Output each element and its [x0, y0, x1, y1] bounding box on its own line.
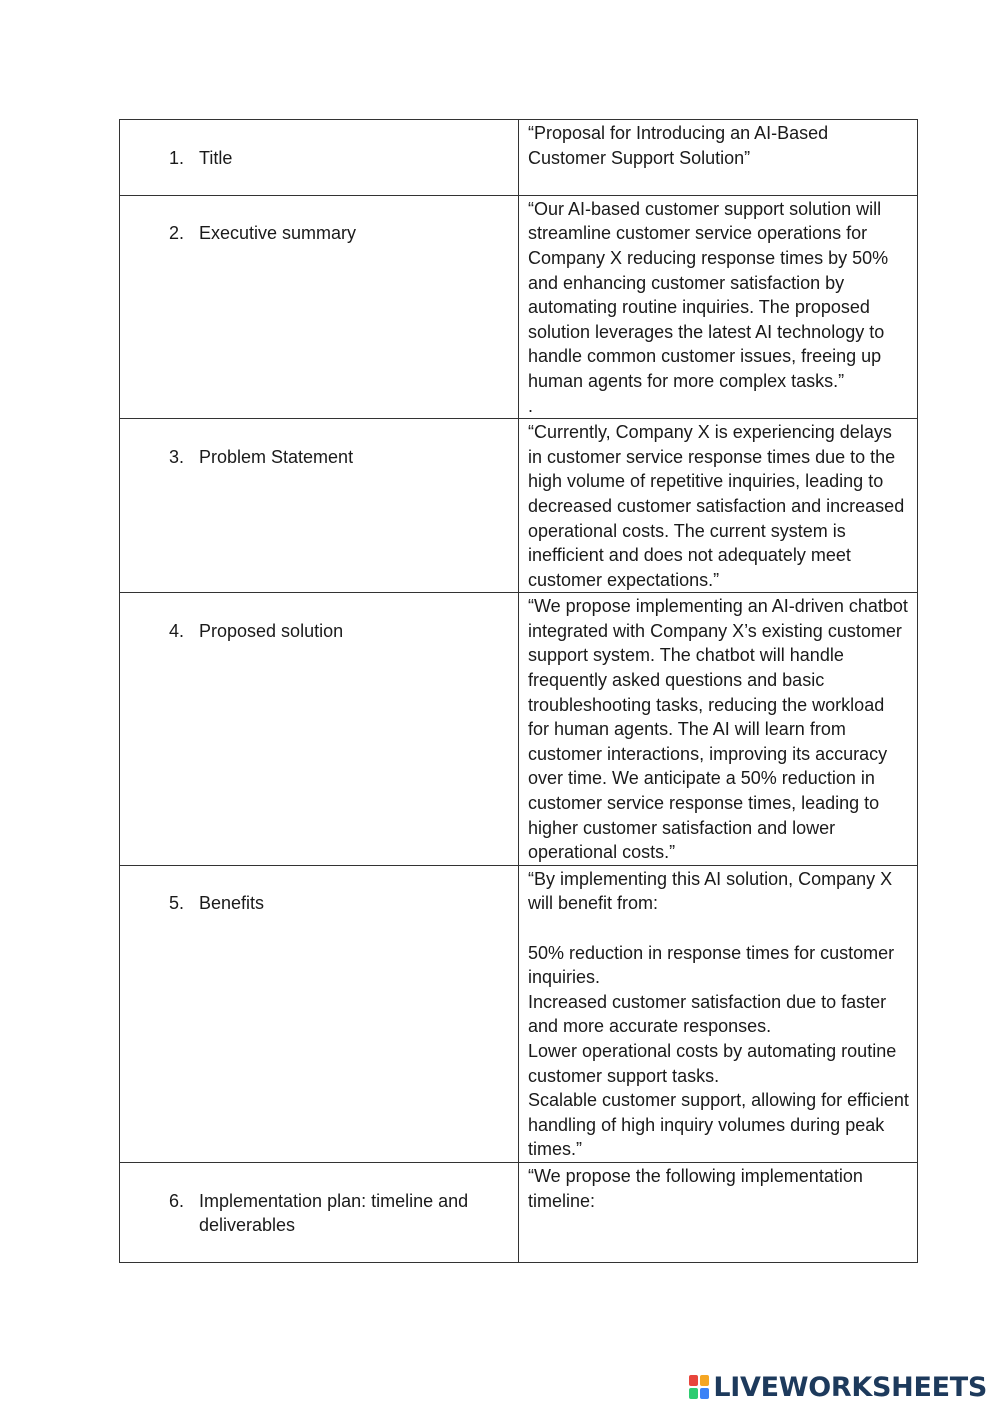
row-content: “We propose the following implementation timeline:	[519, 1162, 918, 1262]
table-row	[120, 593, 918, 866]
row-label-cell	[120, 120, 519, 196]
row-content: “We propose implementing an AI-driven chatbot integrated with Company X’s existing customer support system. The chatbot will handle frequently asked questions and basic troubleshooting tasks, reducing the workload for human agents. The AI will learn from customer interactions, improving its accuracy over time. We anticipate a 50% reduction in customer service response times, leading to higher customer satisfaction and lower operational costs.”	[519, 593, 918, 866]
row-label: Executive summary	[199, 223, 357, 244]
row-content: “Proposal for Introducing an AI-Based Customer Support Solution”	[519, 120, 918, 196]
table-row	[120, 419, 918, 593]
row-label: Implementation plan: timeline and deliverables	[199, 1190, 469, 1236]
row-content: “Currently, Company X is experiencing delays in customer service response times due to the high volume of repetitive inquiries, leading to decreased customer satisfaction and increased operational costs. The current system is inefficient and does not adequately meet customer expectations.”	[519, 419, 918, 593]
row-label: Benefits	[199, 893, 265, 914]
table-row	[120, 120, 918, 196]
logo-tile	[689, 1388, 698, 1399]
row-content: “Our AI-based customer support solution will streamline customer service operations for Company X reducing response times by 50% and enhancing customer satisfaction by automating routine inquiries. The proposed solution leverages the latest AI technology to handle common customer issues, freeing up human agents for more complex tasks.” .	[519, 195, 918, 418]
row-label: Proposed solution	[199, 620, 344, 641]
row-number: 2.	[168, 223, 184, 244]
row-number: 5.	[168, 893, 184, 914]
table-row	[120, 865, 918, 1162]
logo-tile	[689, 1375, 698, 1386]
row-label-cell	[120, 419, 519, 593]
row-label-cell	[120, 865, 519, 1162]
liveworksheets-logo-icon	[689, 1375, 709, 1399]
logo-tile	[700, 1375, 709, 1386]
row-label-cell	[120, 593, 519, 866]
logo-tile	[700, 1388, 709, 1399]
table-row	[120, 1162, 918, 1262]
row-label-cell	[120, 195, 519, 418]
row-label: Title	[199, 147, 233, 168]
table-row	[120, 195, 918, 418]
row-label: Problem Statement	[199, 446, 354, 467]
row-number: 1.	[168, 147, 184, 168]
row-content: “By implementing this AI solution, Company X will benefit from: 50% reduction in response times for customer inquiries. Increased customer satisfaction due to faster and more accurate responses. Lower operational costs by automating routine customer support tasks. Scalable customer support, allowing for efficient handling of high inquiry volumes during peak times.”	[519, 865, 918, 1162]
row-label-cell	[120, 1162, 519, 1262]
proposal-table	[119, 119, 918, 1263]
row-number: 4.	[168, 620, 184, 641]
row-number: 6.	[168, 1190, 184, 1211]
row-number: 3.	[168, 446, 184, 467]
liveworksheets-logo[interactable]	[689, 1371, 987, 1403]
logo-text: LIVEWORKSHEETS	[713, 1371, 987, 1403]
